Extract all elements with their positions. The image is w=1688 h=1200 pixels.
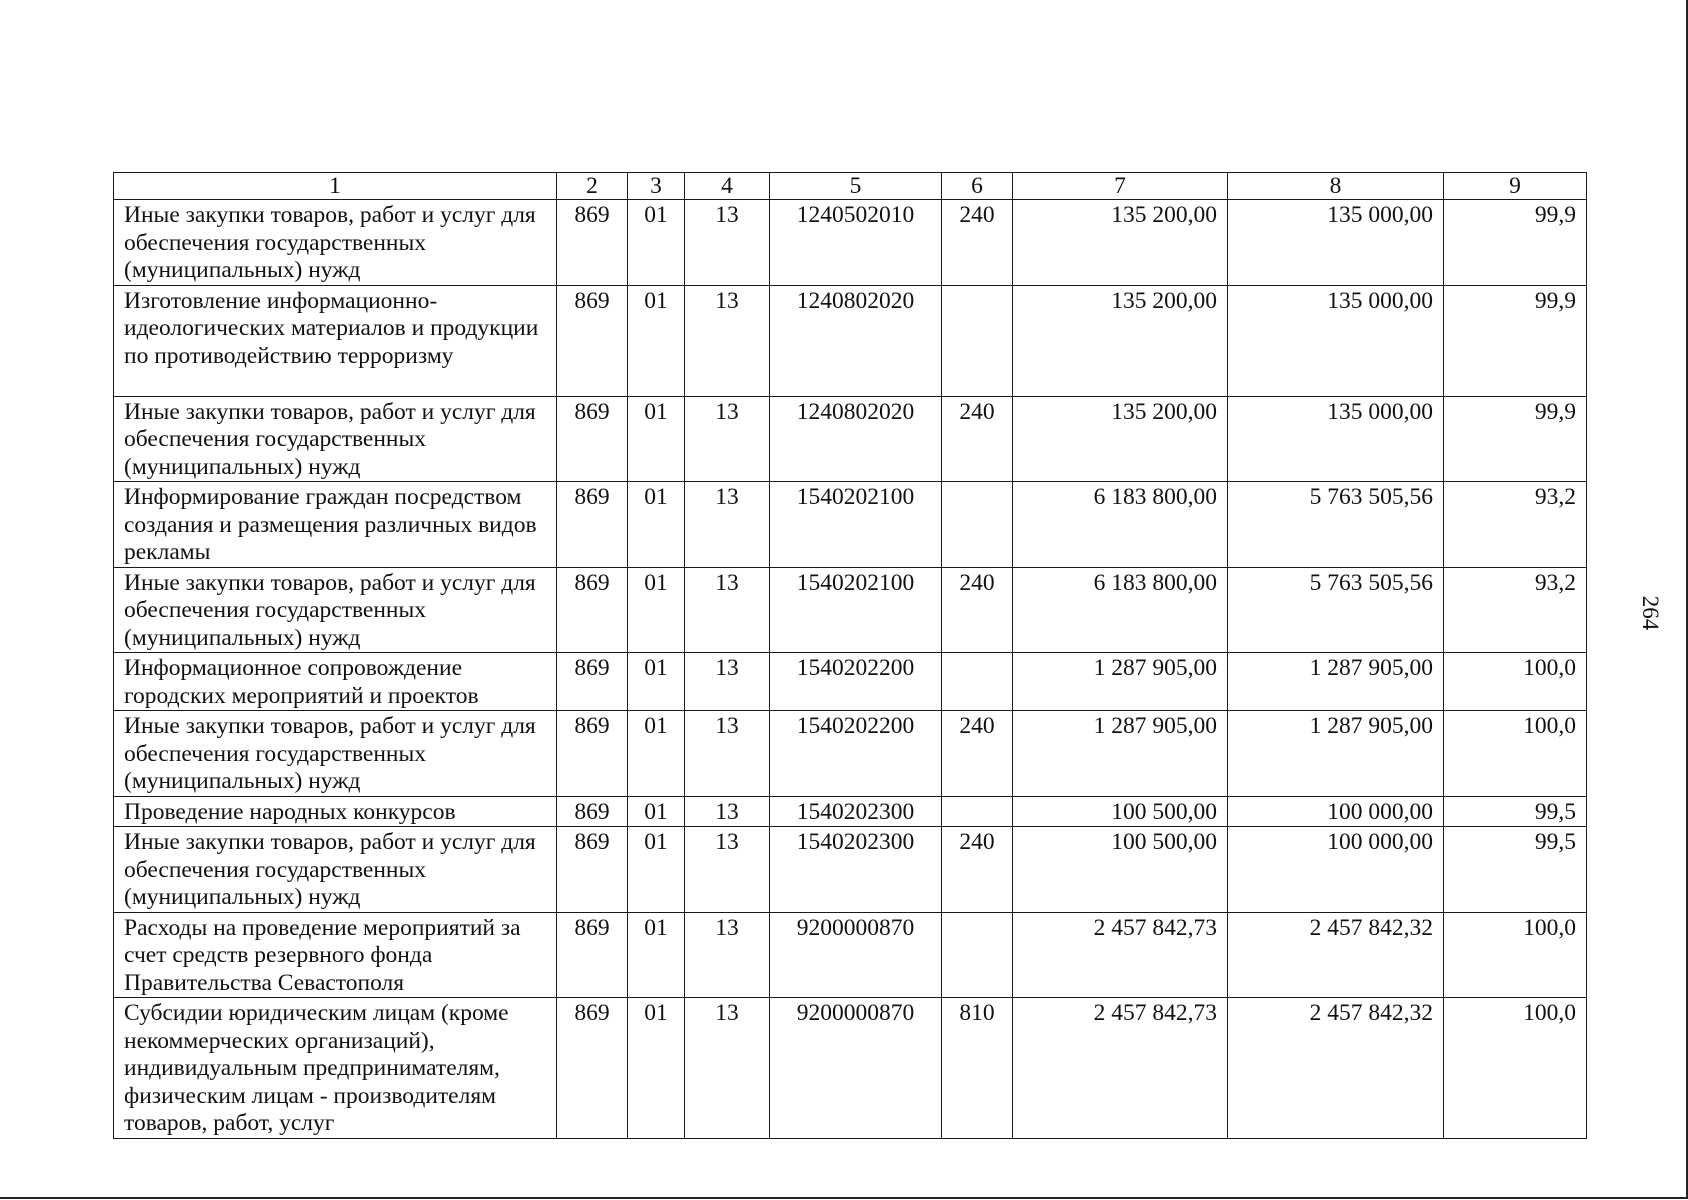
table-row bbox=[114, 200, 1587, 286]
expense-type-cell: 240 bbox=[942, 711, 1013, 797]
header-cell: 5 bbox=[770, 173, 942, 200]
header-cell: 4 bbox=[685, 173, 770, 200]
ministry-code-cell: 869 bbox=[557, 796, 628, 827]
table-row bbox=[114, 482, 1587, 568]
expense-type-cell: 240 bbox=[942, 396, 1013, 482]
expense-name-cell: Субсидии юридическим лицам (кроме некоммерческих организаций), индивидуальным предпринимателям, физическим лицам - производителям товаров, работ, услуг bbox=[114, 998, 557, 1139]
expense-name-cell: Информирование граждан посредством создания и размещения различных видов рекламы bbox=[114, 482, 557, 568]
expense-name-cell: Иные закупки товаров, работ и услуг для обеспечения государственных (муниципальных) нужд bbox=[114, 200, 557, 286]
subsection-code-cell: 13 bbox=[685, 396, 770, 482]
section-code-cell: 01 bbox=[628, 711, 685, 797]
ministry-code-cell: 869 bbox=[557, 912, 628, 998]
subsection-code-cell: 13 bbox=[685, 482, 770, 568]
header-cell: 1 bbox=[114, 173, 557, 200]
expense-type-cell bbox=[942, 285, 1013, 396]
subsection-code-cell: 13 bbox=[685, 285, 770, 396]
section-code-cell: 01 bbox=[628, 200, 685, 286]
expense-name-cell: Иные закупки товаров, работ и услуг для обеспечения государственных (муниципальных) нужд bbox=[114, 396, 557, 482]
ministry-code-cell: 869 bbox=[557, 653, 628, 711]
expense-type-cell: 240 bbox=[942, 827, 1013, 913]
planned-amount-cell: 135 200,00 bbox=[1013, 285, 1228, 396]
expense-type-cell: 810 bbox=[942, 998, 1013, 1139]
planned-amount-cell: 100 500,00 bbox=[1013, 827, 1228, 913]
ministry-code-cell: 869 bbox=[557, 998, 628, 1139]
execution-percent-cell: 100,0 bbox=[1444, 912, 1587, 998]
subsection-code-cell: 13 bbox=[685, 827, 770, 913]
target-article-cell: 1540202100 bbox=[770, 567, 942, 653]
section-code-cell: 01 bbox=[628, 912, 685, 998]
section-code-cell: 01 bbox=[628, 396, 685, 482]
ministry-code-cell: 869 bbox=[557, 827, 628, 913]
actual-amount-cell: 135 000,00 bbox=[1228, 396, 1444, 482]
expense-name-cell: Информационное сопровождение городских мероприятий и проектов bbox=[114, 653, 557, 711]
execution-percent-cell: 100,0 bbox=[1444, 711, 1587, 797]
header-row bbox=[114, 173, 1587, 200]
table-row bbox=[114, 653, 1587, 711]
expense-type-cell: 240 bbox=[942, 200, 1013, 286]
execution-percent-cell: 93,2 bbox=[1444, 567, 1587, 653]
subsection-code-cell: 13 bbox=[685, 796, 770, 827]
ministry-code-cell: 869 bbox=[557, 567, 628, 653]
target-article-cell: 9200000870 bbox=[770, 998, 942, 1139]
target-article-cell: 1240802020 bbox=[770, 285, 942, 396]
actual-amount-cell: 135 000,00 bbox=[1228, 285, 1444, 396]
table-row bbox=[114, 285, 1587, 396]
subsection-code-cell: 13 bbox=[685, 912, 770, 998]
expense-name-cell: Изготовление информационно-идеологических материалов и продукции по противодействию терроризму bbox=[114, 285, 557, 396]
expense-type-cell bbox=[942, 796, 1013, 827]
expense-name-cell: Иные закупки товаров, работ и услуг для обеспечения государственных (муниципальных) нужд bbox=[114, 827, 557, 913]
header-cell: 7 bbox=[1013, 173, 1228, 200]
expense-type-cell: 240 bbox=[942, 567, 1013, 653]
target-article-cell: 9200000870 bbox=[770, 912, 942, 998]
header-cell: 2 bbox=[557, 173, 628, 200]
planned-amount-cell: 2 457 842,73 bbox=[1013, 912, 1228, 998]
expense-name-cell: Проведение народных конкурсов bbox=[114, 796, 557, 827]
actual-amount-cell: 1 287 905,00 bbox=[1228, 653, 1444, 711]
execution-percent-cell: 99,9 bbox=[1444, 285, 1587, 396]
section-code-cell: 01 bbox=[628, 998, 685, 1139]
target-article-cell: 1240802020 bbox=[770, 396, 942, 482]
execution-percent-cell: 99,9 bbox=[1444, 396, 1587, 482]
section-code-cell: 01 bbox=[628, 796, 685, 827]
ministry-code-cell: 869 bbox=[557, 285, 628, 396]
header-cell: 3 bbox=[628, 173, 685, 200]
actual-amount-cell: 2 457 842,32 bbox=[1228, 912, 1444, 998]
execution-percent-cell: 99,5 bbox=[1444, 827, 1587, 913]
table-row bbox=[114, 396, 1587, 482]
page-number: 264 bbox=[1638, 595, 1663, 631]
execution-percent-cell: 100,0 bbox=[1444, 653, 1587, 711]
actual-amount-cell: 100 000,00 bbox=[1228, 827, 1444, 913]
expense-type-cell bbox=[942, 912, 1013, 998]
expense-name-cell: Иные закупки товаров, работ и услуг для обеспечения государственных (муниципальных) нужд bbox=[114, 567, 557, 653]
header-cell: 6 bbox=[942, 173, 1013, 200]
table-row bbox=[114, 827, 1587, 913]
target-article-cell: 1540202300 bbox=[770, 827, 942, 913]
ministry-code-cell: 869 bbox=[557, 711, 628, 797]
ministry-code-cell: 869 bbox=[557, 396, 628, 482]
planned-amount-cell: 1 287 905,00 bbox=[1013, 711, 1228, 797]
subsection-code-cell: 13 bbox=[685, 998, 770, 1139]
subsection-code-cell: 13 bbox=[685, 200, 770, 286]
planned-amount-cell: 100 500,00 bbox=[1013, 796, 1228, 827]
header-cell: 8 bbox=[1228, 173, 1444, 200]
table-row bbox=[114, 711, 1587, 797]
planned-amount-cell: 6 183 800,00 bbox=[1013, 482, 1228, 568]
subsection-code-cell: 13 bbox=[685, 711, 770, 797]
execution-percent-cell: 93,2 bbox=[1444, 482, 1587, 568]
execution-percent-cell: 99,9 bbox=[1444, 200, 1587, 286]
planned-amount-cell: 2 457 842,73 bbox=[1013, 998, 1228, 1139]
table-row bbox=[114, 998, 1587, 1139]
planned-amount-cell: 6 183 800,00 bbox=[1013, 567, 1228, 653]
subsection-code-cell: 13 bbox=[685, 653, 770, 711]
actual-amount-cell: 5 763 505,56 bbox=[1228, 482, 1444, 568]
table-row bbox=[114, 912, 1587, 998]
expense-type-cell bbox=[942, 653, 1013, 711]
table-row bbox=[114, 567, 1587, 653]
target-article-cell: 1540202200 bbox=[770, 711, 942, 797]
actual-amount-cell: 2 457 842,32 bbox=[1228, 998, 1444, 1139]
section-code-cell: 01 bbox=[628, 653, 685, 711]
section-code-cell: 01 bbox=[628, 827, 685, 913]
section-code-cell: 01 bbox=[628, 285, 685, 396]
header-cell: 9 bbox=[1444, 173, 1587, 200]
ministry-code-cell: 869 bbox=[557, 482, 628, 568]
planned-amount-cell: 135 200,00 bbox=[1013, 200, 1228, 286]
ministry-code-cell: 869 bbox=[557, 200, 628, 286]
target-article-cell: 1540202300 bbox=[770, 796, 942, 827]
expense-name-cell: Расходы на проведение мероприятий за счет средств резервного фонда Правительства Севастополя bbox=[114, 912, 557, 998]
planned-amount-cell: 135 200,00 bbox=[1013, 396, 1228, 482]
target-article-cell: 1240502010 bbox=[770, 200, 942, 286]
expense-type-cell bbox=[942, 482, 1013, 568]
section-code-cell: 01 bbox=[628, 567, 685, 653]
actual-amount-cell: 100 000,00 bbox=[1228, 796, 1444, 827]
actual-amount-cell: 135 000,00 bbox=[1228, 200, 1444, 286]
planned-amount-cell: 1 287 905,00 bbox=[1013, 653, 1228, 711]
execution-percent-cell: 100,0 bbox=[1444, 998, 1587, 1139]
target-article-cell: 1540202200 bbox=[770, 653, 942, 711]
actual-amount-cell: 5 763 505,56 bbox=[1228, 567, 1444, 653]
target-article-cell: 1540202100 bbox=[770, 482, 942, 568]
subsection-code-cell: 13 bbox=[685, 567, 770, 653]
expense-name-cell: Иные закупки товаров, работ и услуг для обеспечения государственных (муниципальных) нужд bbox=[114, 711, 557, 797]
section-code-cell: 01 bbox=[628, 482, 685, 568]
actual-amount-cell: 1 287 905,00 bbox=[1228, 711, 1444, 797]
execution-percent-cell: 99,5 bbox=[1444, 796, 1587, 827]
table-row bbox=[114, 796, 1587, 827]
budget-table bbox=[113, 172, 1587, 1139]
